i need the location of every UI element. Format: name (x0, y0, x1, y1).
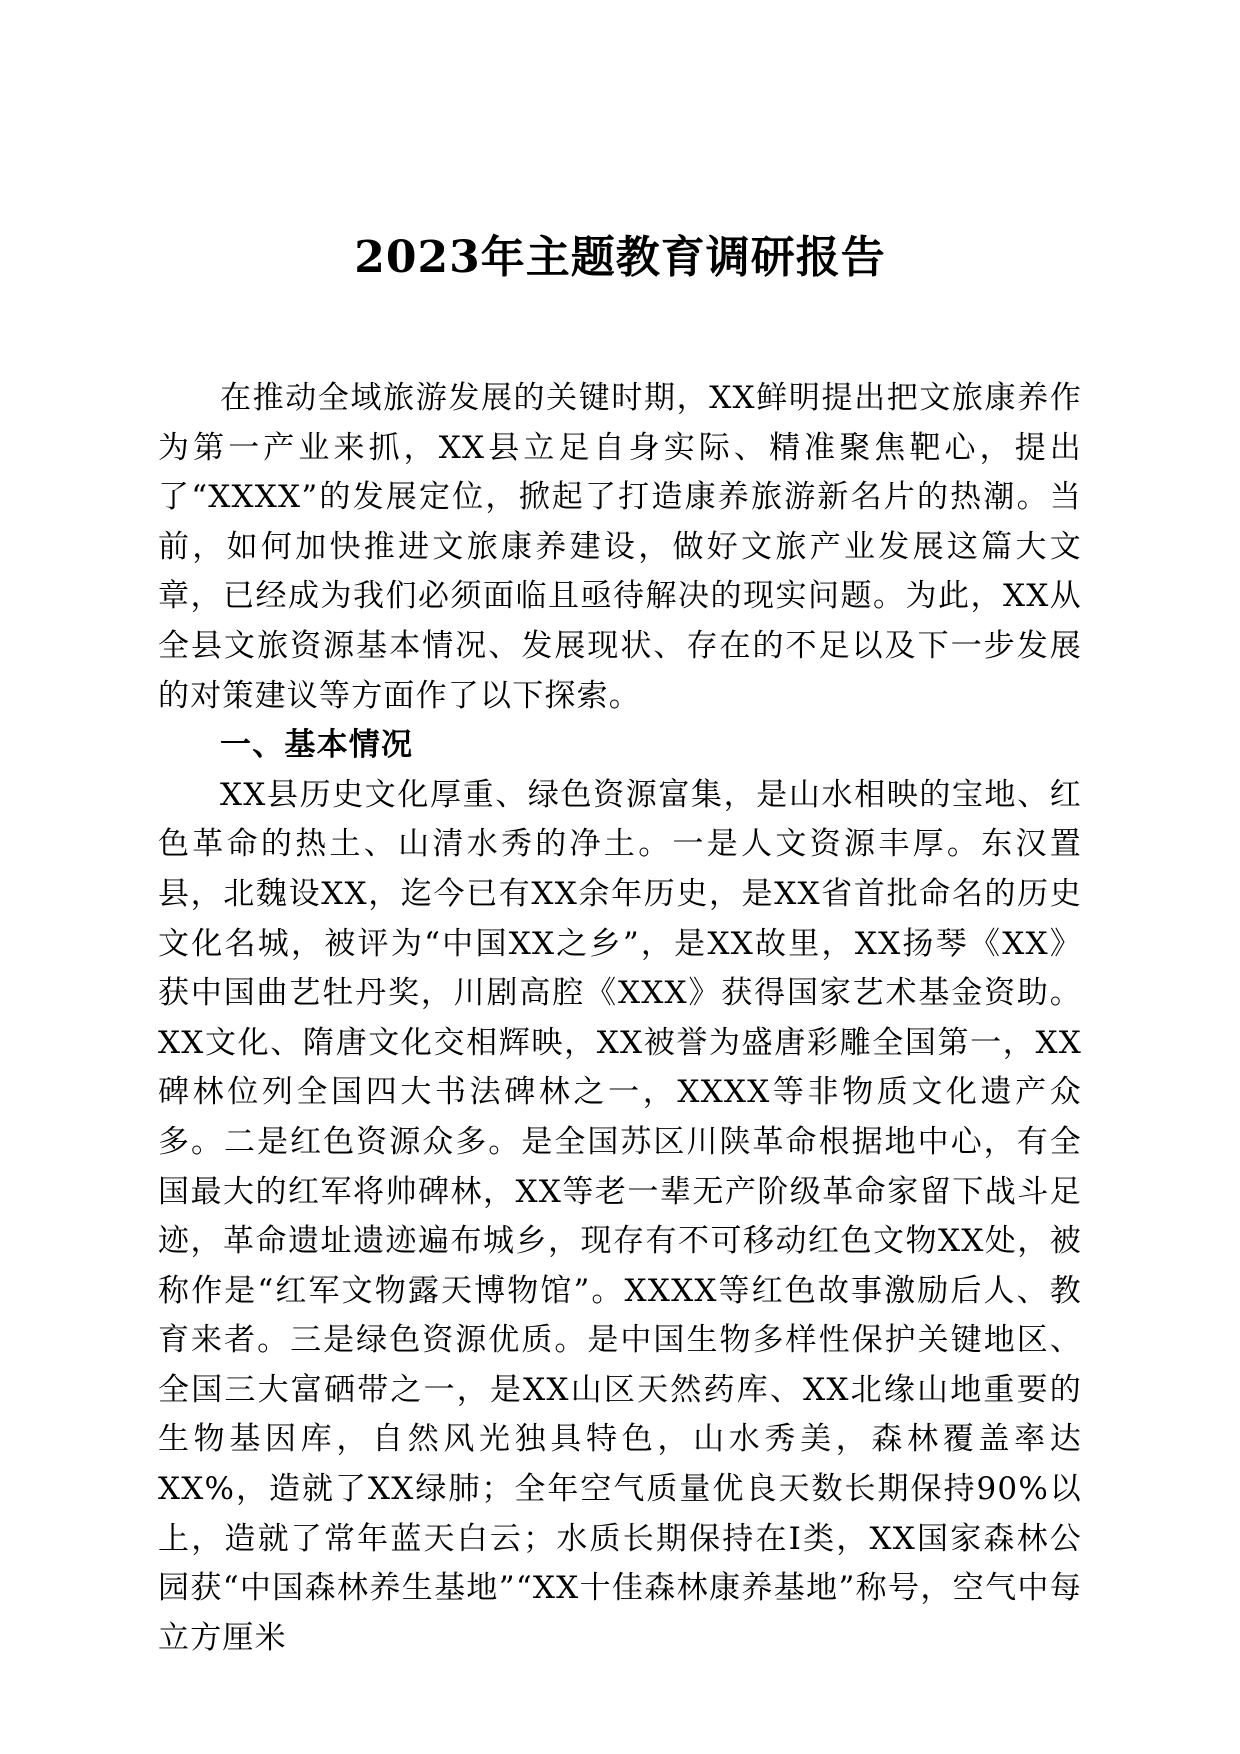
document-body (158, 374, 1082, 1663)
document-title: 2023年主题教育调研报告 (354, 232, 886, 283)
intro-paragraph: 在推动全域旅游发展的关键时期，XX鲜明提出把文旅康养作为第一产业来抓，XX县立足自身实际、精准聚焦靶心，提出了“XXXX”的发展定位，掀起了打造康养旅游新名片的热潮。当前，如何加快推进文旅康养建设，做好文旅产业发展这篇大文章，已经成为我们必须面临且亟待解决的现实问题。为此，XX从全县文旅资源基本情况、发展现状、存在的不足以及下一步发展的对策建议等方面作了以下探索。 (158, 380, 1082, 714)
basic-situation-paragraph: XX县历史文化厚重、绿色资源富集，是山水相映的宝地、红色革命的热土、山清水秀的净土。一是人文资源丰厚。东汉置县，北魏设XX，迄今已有XX余年历史，是XX省首批命名的历史文化名城，被评为“中国XX之乡”，是XX故里，XX扬琴《XX》获中国曲艺牡丹奖，川剧高腔《XXX》获得国家艺术基金资助。XX文化、隋唐文化交相辉映，XX被誉为盛唐彩雕全国第一，XX碑林位列全国四大书法碑林之一，XXXX等非物质文化遗产众多。二是红色资源众多。是全国苏区川陕革命根据地中心，有全国最大的红军将帅碑林，XX等老一辈无产阶级革命家留下战斗足迹，革命遗址遗迹遍布城乡，现存有不可移动红色文物XX处，被称作是“红军文物露天博物馆”。XXXX等红色故事激励后人、教育来者。三是绿色资源优质。是中国生物多样性保护关键地区、全国三大富硒带之一，是XX山区天然药库、XX北缘山地重要的生物基因库，自然风光独具特色，山水秀美，森林覆盖率达XX%，造就了XX绿肺；全年空气质量优良天数长期保持90%以上，造就了常年蓝天白云；水质长期保持在Ⅰ类，XX国家森林公园获“中国森林养生基地”“XX十佳森林康养基地”称号，空气中每立方厘米 (158, 776, 1082, 1656)
section-heading-basic-situation: 一、基本情况 (220, 727, 414, 764)
